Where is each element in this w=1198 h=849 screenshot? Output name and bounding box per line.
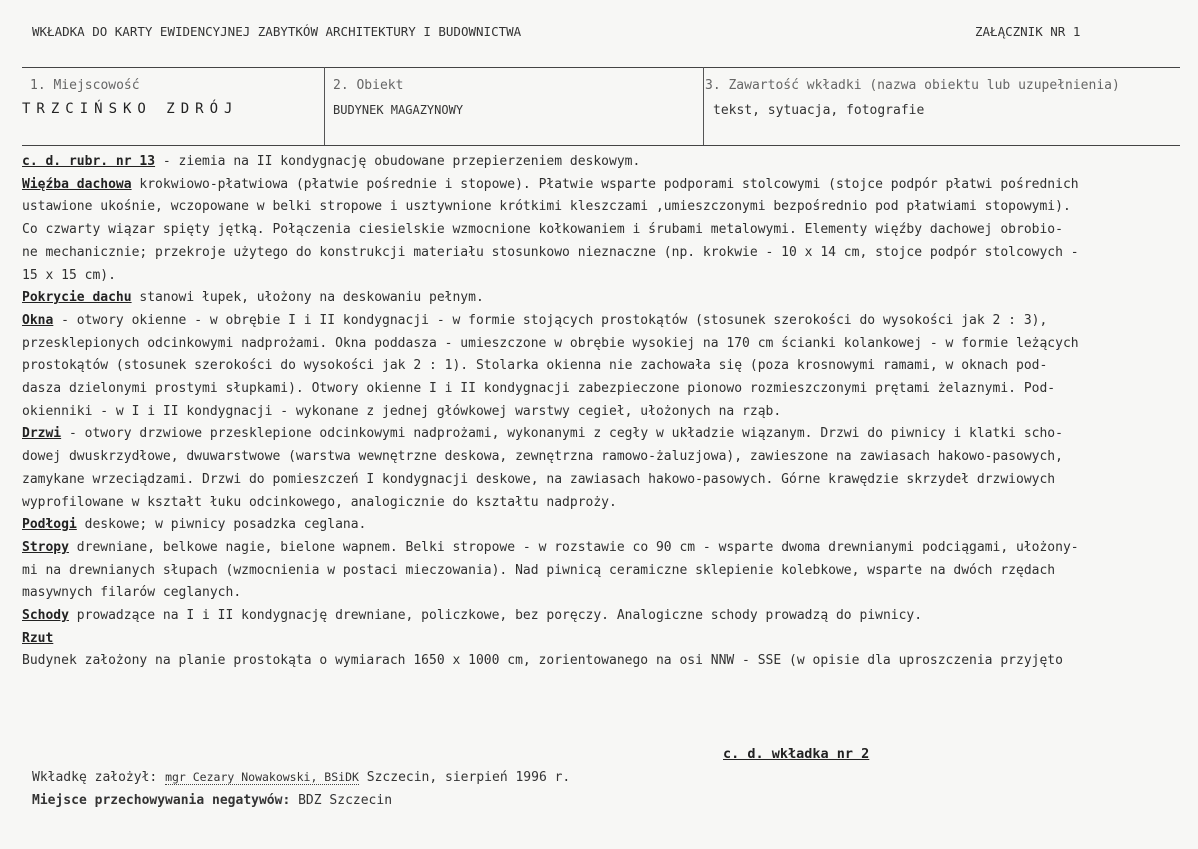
- text-line: Co czwarty wiązar spięty jętką. Połączenia ciesielskie wzmocnione kołkowaniem i śrubami metalowymi. Elementy więźby dachowej obrobio-: [22, 222, 1063, 238]
- description-body: [22, 151, 1182, 673]
- section-heading: Schody: [22, 608, 69, 624]
- text-line: dasza dzielonymi prostymi słupkami). Otwory okienne I i II kondygnacji zabezpieczone pionowo rozmieszczonymi prętami żelaznymi. Pod-: [22, 381, 1056, 397]
- text-line: [22, 514, 1182, 537]
- text-line: mi na drewnianych słupach (wzmocnienia w postaci mieczowania). Nad piwnicą ceramiczne sklepienie kolebkowe, wsparte na dwóch rzędach: [22, 562, 1056, 578]
- text-line: [22, 174, 1182, 197]
- negatives-line: [32, 793, 392, 808]
- text-span: - otwory drzwiowe przesklepione odcinkowymi nadprożami, wykonanymi z cegły w układzie wiązanym. Drzwi do piwnicy i klatki scho-: [61, 426, 1063, 442]
- text-line: masywnych filarów ceglanych.: [22, 585, 242, 601]
- text-line: 15 x 15 cm).: [22, 267, 116, 283]
- column-divider-2: [703, 67, 704, 145]
- text-span: deskowe; w piwnicy posadzka ceglana.: [76, 517, 367, 533]
- contents-value: tekst, sytuacja, fotografie: [713, 103, 925, 118]
- negatives-label: Miejsce przechowywania negatywów:: [32, 793, 291, 808]
- section-heading: c. d. rubr. nr 13: [22, 154, 156, 169]
- top-rule: [22, 67, 1180, 68]
- text-span: drewniane, belkowe nagie, bielone wapnem. Belki stropowe - w rozstawie co 90 cm - wsparte dwoma drewnianymi podciągami, ułożony-: [68, 539, 1079, 555]
- author-label: Wkładkę założył:: [32, 770, 166, 785]
- locality-label: 1. Miejscowość: [30, 78, 140, 93]
- locality-value: TRZCIŃSKO ZDRÓJ: [22, 101, 239, 117]
- section-heading: Okna: [22, 312, 54, 328]
- section-heading: Rzut: [22, 630, 54, 646]
- table-bottom-rule: [22, 145, 1180, 146]
- text-line: [22, 628, 1182, 651]
- text-line: [22, 423, 1182, 446]
- attachment-number: ZAŁĄCZNIK NR 1: [975, 24, 1081, 39]
- column-divider-1: [324, 67, 325, 145]
- negatives-value: BDZ Szczecin: [290, 793, 393, 808]
- text-span: - otwory okienne - w obrębie I i II kondygnacji - w formie stojących prostokątów (stosunek szerokości do wysokości jak 2 : 3),: [53, 312, 1048, 328]
- text-span: krokwiowo-płatwiowa (płatwie pośrednie i stopowe). Płatwie wsparte podporami stolcowymi (stojce podpór płatwi pośrednich: [131, 176, 1079, 192]
- section-heading: Podłogi: [22, 517, 77, 533]
- text-line: ustawione ukośnie, wczopowane w belki stropowe i usztywnione krótkimi kleszczami ,umieszczonymi bezpośrednio pod płatwiami stopowymi).: [22, 199, 1071, 215]
- text-span: prowadzące na I i II kondygnację drewniane, policzkowe, bez poręczy. Analogiczne schody prowadzą do piwnicy.: [68, 608, 923, 624]
- section-heading: Pokrycie dachu: [22, 290, 132, 306]
- author-line: [32, 770, 570, 785]
- text-line: przesklepionych odcinkowymi nadprożami. Okna poddasza - umieszczone w obrębie wysokiej na 170 cm ścianki kolankowej - w formie leżących: [22, 335, 1079, 351]
- text-span: - ziemia na II kondygnację obudowane przepierzeniem deskowym.: [155, 154, 641, 169]
- text-line: [22, 310, 1182, 333]
- text-line: [22, 287, 1182, 310]
- text-line: [22, 151, 1182, 174]
- text-line: okienniki - w I i II kondygnacji - wykonane z jednej główkowej warstwy cegieł, ułożonych na rząb.: [22, 403, 782, 419]
- object-label: 2. Obiekt: [333, 78, 404, 93]
- text-line: dowej dwuskrzydłowe, dwuwarstwowe (warstwa wewnętrzne deskowa, zewnętrzna ramowo-żaluzjowa), zawieszone na zawiasach hakowo-pasowych,: [22, 449, 1063, 465]
- section-heading: Więźba dachowa: [22, 176, 132, 192]
- author-place-date: Szczecin, sierpień 1996 r.: [358, 770, 571, 785]
- text-line: prostokątów (stosunek szerokości do wysokości jak 2 : 1). Stolarka okienna nie zachowała się (poza krosnowymi ramami, w oknach pod-: [22, 358, 1048, 374]
- text-line: zamykane wrzeciądzami. Drzwi do pomieszczeń I kondygnacji deskowe, na zawiasach hakowo-pasowych. Górne krawędzie skrzydeł drzwiowych: [22, 471, 1056, 487]
- section-heading: Stropy: [22, 539, 69, 555]
- text-line: Budynek założony na planie prostokąta o wymiarach 1650 x 1000 cm, zorientowanego na osi NNW - SSE (w opisie dla uproszczenia przyjęto: [22, 653, 1063, 669]
- author-name: mgr Cezary Nowakowski, BSiDK: [165, 770, 359, 784]
- continuation-note: c. d. wkładka nr 2: [723, 746, 870, 762]
- object-value: BUDYNEK MAGAZYNOWY: [333, 103, 464, 117]
- text-line: [22, 605, 1182, 628]
- contents-label: 3. Zawartość wkładki (nazwa obiektu lub uzupełnienia): [705, 78, 1120, 93]
- section-heading: Drzwi: [22, 426, 62, 442]
- text-line: ne mechanicznie; przekroje użytego do konstrukcji materiału stosunkowo nieznaczne (np. krokwie - 10 x 14 cm, stojce podpór stolcowych -: [22, 244, 1079, 260]
- text-line: wyprofilowane w kształt łuku odcinkowego, analogicznie do kształtu nadproży.: [22, 494, 617, 510]
- text-span: stanowi łupek, ułożony na deskowaniu pełnym.: [131, 290, 484, 306]
- text-line: [22, 537, 1182, 560]
- card-title: WKŁADKA DO KARTY EWIDENCYJNEJ ZABYTKÓW ARCHITEKTURY I BUDOWNICTWA: [32, 24, 522, 39]
